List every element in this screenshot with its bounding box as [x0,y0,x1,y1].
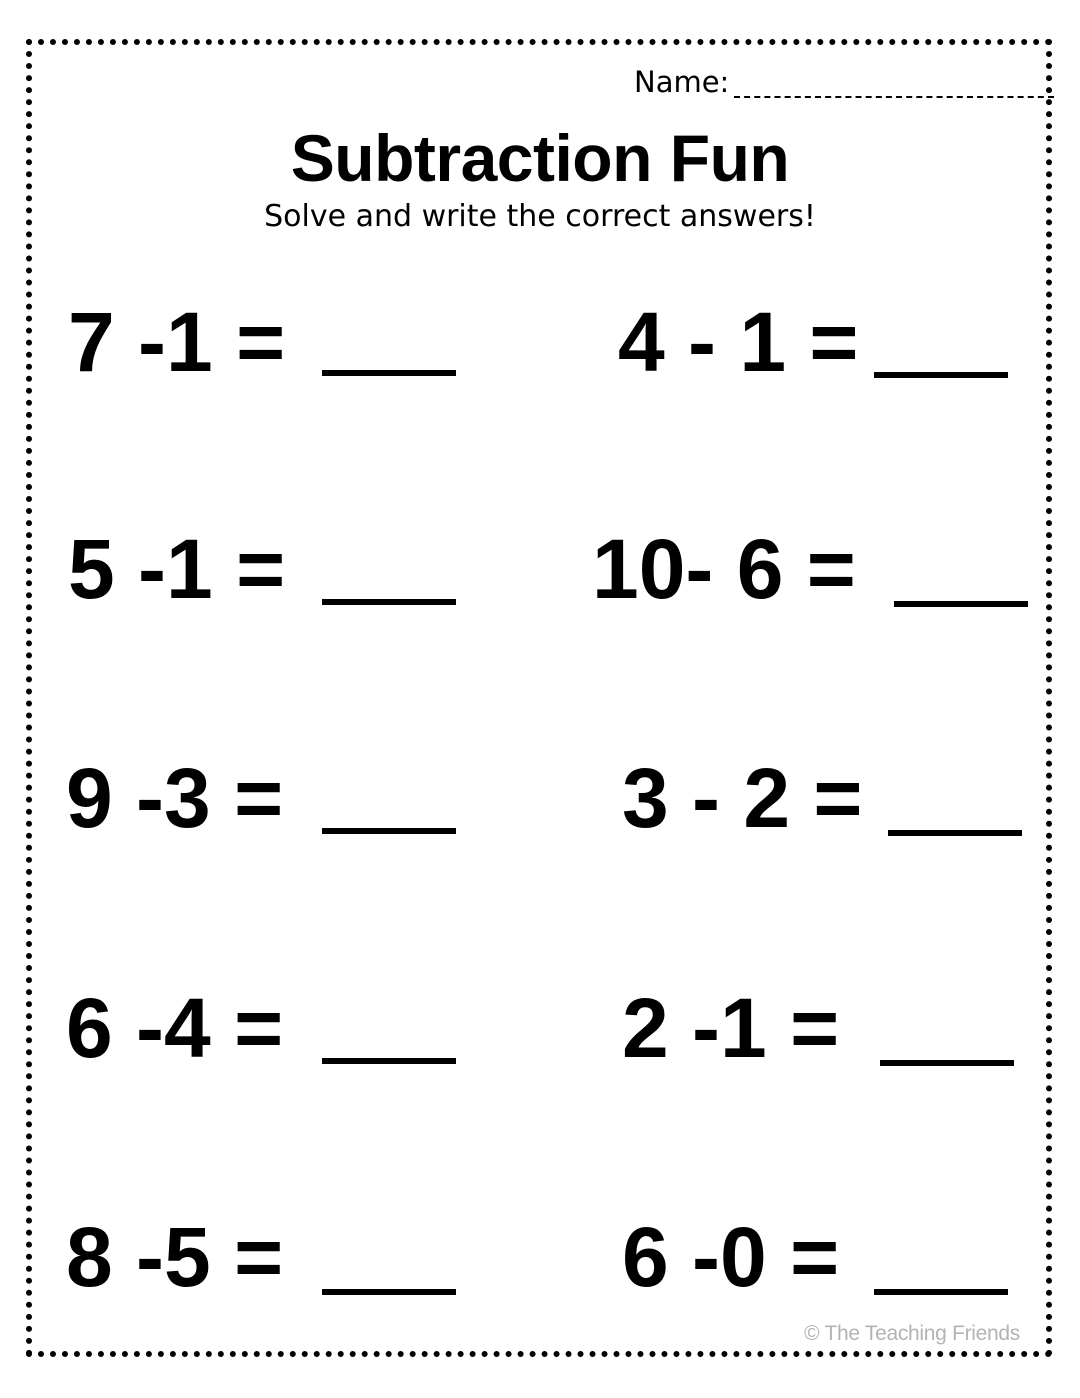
problem-expression: 3 - 2 = [622,751,863,845]
answer-blank[interactable] [322,828,456,834]
problem-3 [68,519,528,629]
answer-blank[interactable] [874,372,1008,378]
problem-10 [622,1207,1080,1317]
answer-blank[interactable] [888,830,1022,836]
name-field[interactable] [634,62,1054,102]
problem-8 [622,978,1080,1088]
problem-5 [66,748,526,858]
copyright-watermark: © The Teaching Friends [804,1322,1020,1345]
answer-blank[interactable] [894,601,1028,607]
instructions: Solve and write the correct answers! [264,199,816,234]
problem-expression: 6 -0 = [622,1210,840,1304]
answer-blank[interactable] [322,1058,456,1064]
problem-expression: 10- 6 = [592,522,856,616]
problem-expression: 9 -3 = [66,751,284,845]
answer-blank[interactable] [322,1289,456,1295]
answer-blank[interactable] [880,1060,1014,1066]
problem-expression: 7 -1 = [68,295,286,389]
answer-blank[interactable] [874,1289,1008,1295]
problem-4 [592,519,1052,629]
worksheet-title: Subtraction Fun [290,121,790,195]
problem-expression: 2 -1 = [622,981,840,1075]
name-line[interactable] [734,96,1054,98]
name-label: Name: [634,65,730,99]
problem-expression: 6 -4 = [66,981,284,1075]
problem-2 [618,292,1078,402]
problem-6 [622,748,1080,858]
problem-expression: 4 - 1 = [618,295,859,389]
answer-blank[interactable] [322,599,456,605]
problem-expression: 5 -1 = [68,522,286,616]
problem-9 [66,1207,526,1317]
answer-blank[interactable] [322,370,456,376]
problem-7 [66,978,526,1088]
problem-expression: 8 -5 = [66,1210,284,1304]
problem-1 [68,292,528,402]
